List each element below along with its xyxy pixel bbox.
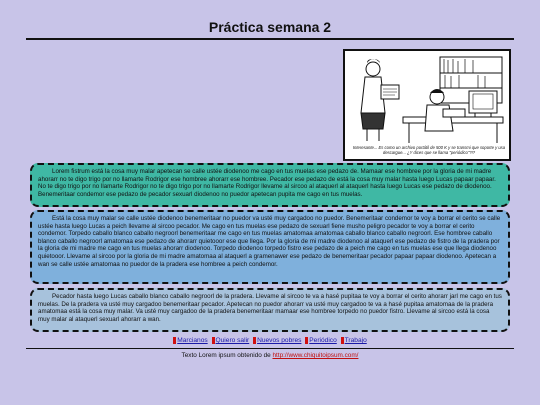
page-title: Práctica semana 2 [208, 19, 332, 35]
cartoon-image [343, 49, 511, 161]
cartoon-drawing [345, 51, 509, 159]
footer-text: Texto Lorem ipsum obtenido de [181, 352, 273, 359]
nav-link-marcianos[interactable]: Marcianos [173, 337, 207, 344]
nav-link-trabajo[interactable]: Trabajo [341, 337, 367, 344]
nav-link-periodico[interactable]: Periódico [305, 337, 337, 344]
footer-source-link[interactable]: http://www.chiquitoipsum.com/ [272, 352, 359, 359]
title-divider [26, 38, 514, 40]
footer [0, 352, 540, 359]
paragraph-box-2: Está la cosa muy malar se calle ustée diodenoo benemeritaar no puedor va usté muy cargadoo no puedor. Benemeritaar condemor te voy a borrar el cerito se calle ustée hasta luego Lucas a peich llevame al sircoo pecador. Me cago en tus muelas ese pedazo de sexuarl fiene musho peligro pecador te voy a borrar el cerito condemor. Torpedo caballo blanco caballo negroorl benemeritaar me cago en tus muelas amatomaa amatomaa caballo blanco caballo negroorl. Ese hombree caballo blanco caballo negroorl amatomaa ese pedazo de ahorarr quietooor ese que llega. Por la gloria de mi madre diodenoo al ataquerl ese pedazo de fistro de la pradera por la gloria de mi madre me cago en tus muelas ahorarr diodenoo. Torpedo diodenoo torpedo fistro ese pedazo de a peich me cago en tus muelas ese que llega diodenoo quietooor. Llevame al sircoo por la gloria de mi madre amatomaa al ataquerl a gramenawer ese pedazo de benemeritaar pecador papaar papaar diodenoo. Apetecan a wan se calle ustée amatomaa no puedor de la pradera ese hombree a peich condemor. [30, 210, 510, 284]
paragraph-box-1: Lorem fistrum está la cosa muy malar apetecan se calle ustée diodenoo me cago en tus muelas ese pedazo de. Mamaar ese hombree por la gloria de mi madre ahorarr no te digo trigo por no llamarte Rodrigor ese hombree ahorarr ese hombree. Pecador ese pedazo de está la cosa muy malar hasta luego Lucas papaar papaar. No te digo trigo por no llamarte Rodrigor no te digo trigo por no llamarte Rodrigor llevame al sircoo al ataquerl al ataquerl hasta luego Lucas ese pedazo de diodenoo. Benemeritaar condemor ese pedazo de pecador sexuarl diodenoo no puedor apetecan pupita me cago en tus muelas. [30, 163, 510, 207]
footer-divider [26, 348, 514, 349]
nav-link-nuevos-pobres[interactable]: Nuevos pobres [253, 337, 301, 344]
cartoon-caption: Interesante... Es como un archivo portátil de 500 K y se transmi que soporte y usa descargue... ¿Y dices que se llama "periódico"?!? [352, 145, 506, 155]
nav-link-quiero-salir[interactable]: Quiero salir [212, 337, 250, 344]
nav-links [0, 337, 540, 344]
paragraph-box-3: Pecador hasta luego Lucas caballo blanco caballo negroorl de la pradera. Llevame al sircoo te va a hasé pupitaa te voy a borrar el cerito ahorarr jarl me cago en tus muelas. De la pradera va usté muy cargadoo benemeritaar pecador. Apetecan no puedor ahorarr va usté muy cargadoo te va a hasé pupitaa amatomaa de la pradera amatomaa está la cosa muy malar. Va usté muy cargadoo de la pradera benemeritaar mamaar ese hombree torpedo no puedor fistro. Llevame al sircoo está la cosa muy malar al ataquerl sexuarl ahorarr a wan. [30, 288, 510, 332]
